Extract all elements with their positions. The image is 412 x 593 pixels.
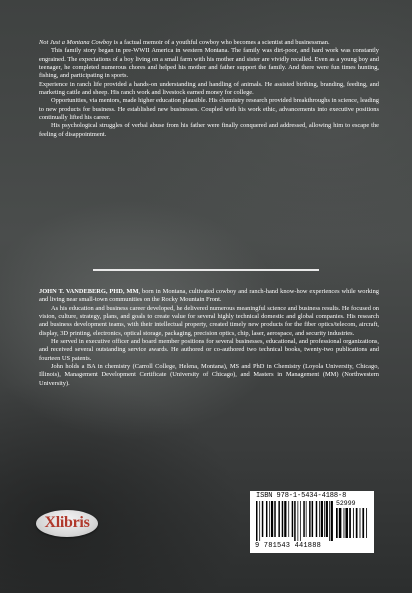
barcode-addon-digits: 52999 bbox=[336, 500, 356, 507]
barcode-bar bbox=[344, 508, 345, 538]
summary-paragraph-2: This family story began in pre-WWII America in western Montana. The family was dirt-poor, and hard work was constantly engrained. The expectations of a boy living on a small farm with his mother and sister are vividly recalled. Even as a young boy and teenager, he completed numerous chores and helped his mother and father support the family. And there were fun times hunting, fishing, and participating in sports. bbox=[39, 47, 379, 80]
barcode-bar bbox=[339, 508, 342, 538]
barcode-bar bbox=[266, 501, 267, 537]
summary-paragraph-3: Experience in ranch life provided a hands-on understanding and handling of animals. He assisted birthing, branding, feeding, and marketing cattle and sheep. His ranch work and livestock earned money for college. bbox=[39, 80, 379, 97]
barcode-addon-bars bbox=[336, 508, 370, 542]
barcode-bar bbox=[353, 508, 354, 538]
barcode-bar bbox=[274, 501, 275, 537]
author-bio bbox=[39, 288, 379, 388]
barcode-bar bbox=[309, 501, 310, 537]
isbn-barcode bbox=[250, 491, 374, 553]
barcode-main-bars bbox=[256, 501, 336, 541]
barcode-bar bbox=[256, 501, 257, 541]
summary-paragraph-4: Opportunities, via mentors, made higher education plausible. His chemistry research provided breakthroughs in science, leading to new products for business. He established new businesses. Coupled with his work ethic, advancements into executive positions continually lifted his career. bbox=[39, 97, 379, 122]
barcode-bar bbox=[300, 501, 301, 541]
barcode-bar bbox=[349, 508, 351, 538]
author-name: JOHN T. VANDEBERG, PHD, MM bbox=[39, 288, 139, 295]
barcode-bar bbox=[360, 508, 361, 538]
barcode-bar bbox=[294, 501, 295, 541]
barcode-bar bbox=[366, 508, 367, 538]
barcode-bar bbox=[326, 501, 328, 537]
barcode-bar bbox=[303, 501, 304, 537]
barcode-bar bbox=[269, 501, 270, 537]
barcode-bar bbox=[321, 501, 323, 537]
barcode-bar bbox=[324, 501, 325, 537]
barcode-bar bbox=[319, 501, 320, 537]
book-title: Not Just a Montana Cowboy bbox=[39, 39, 113, 46]
xlibris-logo bbox=[36, 510, 98, 537]
barcode-bar bbox=[336, 508, 338, 538]
barcode-bar bbox=[316, 501, 317, 537]
bio-paragraph-2: As his education and business career developed, he delivered numerous meaningful science and business results. He focused on vision, culture, strategy, plans, and goals to create value for several highly technical domestic and global companies. His research and business development teams, with their intellectual property, created timely new products for the fiber optics/telecom, aircraft, display, 3D printing, electronics, optical storage, packaging, precision optics, chip, laser, aerospace, and security industries. bbox=[39, 304, 379, 337]
barcode-bar bbox=[356, 508, 358, 538]
publisher-logo-text: Xlibris bbox=[44, 514, 90, 531]
bio-paragraph-3: He served in executive officer and board member positions for several businesses, educational, and professional organizations, and received several outstanding service awards. He authored or co-authored two technical books, twenty-two publications and fourteen US patents. bbox=[39, 338, 379, 362]
barcode-bar bbox=[284, 501, 286, 537]
barcode-bar bbox=[306, 501, 307, 537]
summary-paragraph-5: His psychological struggles of verbal abuse from his father were finally conquered and addressed, allowing him to escape the feeling of disappointment. bbox=[39, 122, 379, 138]
barcode-bar bbox=[259, 501, 260, 541]
barcode-bar bbox=[362, 508, 364, 538]
bio-paragraph-4: John holds a BA in chemistry (Carroll College, Helena, Montana), MS and PhD in Chemistry (Loyola University, Chicago, Illinois), Management Development Certificate (University of Chicago), and Masters in Management (MM) (Northwestern University). bbox=[39, 363, 379, 387]
barcode-bar bbox=[329, 501, 330, 541]
barcode-bar bbox=[292, 501, 293, 537]
barcode-bar bbox=[297, 501, 298, 541]
barcode-main-digits: 9 781543 441888 bbox=[255, 542, 322, 550]
barcode-bar bbox=[345, 508, 348, 538]
summary-paragraph-1: Not Just a Montana Cowboy is a factual memoir of a youthful cowboy who becomes a scientist and businessman. bbox=[39, 39, 330, 46]
barcode-bar bbox=[278, 501, 279, 537]
barcode-bar bbox=[312, 501, 313, 537]
isbn-label: ISBN 978-1-5434-4188-8 bbox=[256, 492, 347, 500]
barcode-bar bbox=[282, 501, 283, 537]
barcode-bar bbox=[271, 501, 273, 537]
barcode-bar bbox=[331, 501, 333, 541]
barcode-bar bbox=[288, 501, 289, 537]
section-divider bbox=[93, 269, 319, 271]
barcode-bar bbox=[262, 501, 263, 537]
bio-paragraph-1: JOHN T. VANDEBERG, PHD, MM, born in Montana, cultivated cowboy and ranch-hand know-how experiences while working and living near small-town communities on the Rocky Mountain Front. bbox=[39, 288, 379, 304]
book-summary bbox=[39, 39, 379, 139]
